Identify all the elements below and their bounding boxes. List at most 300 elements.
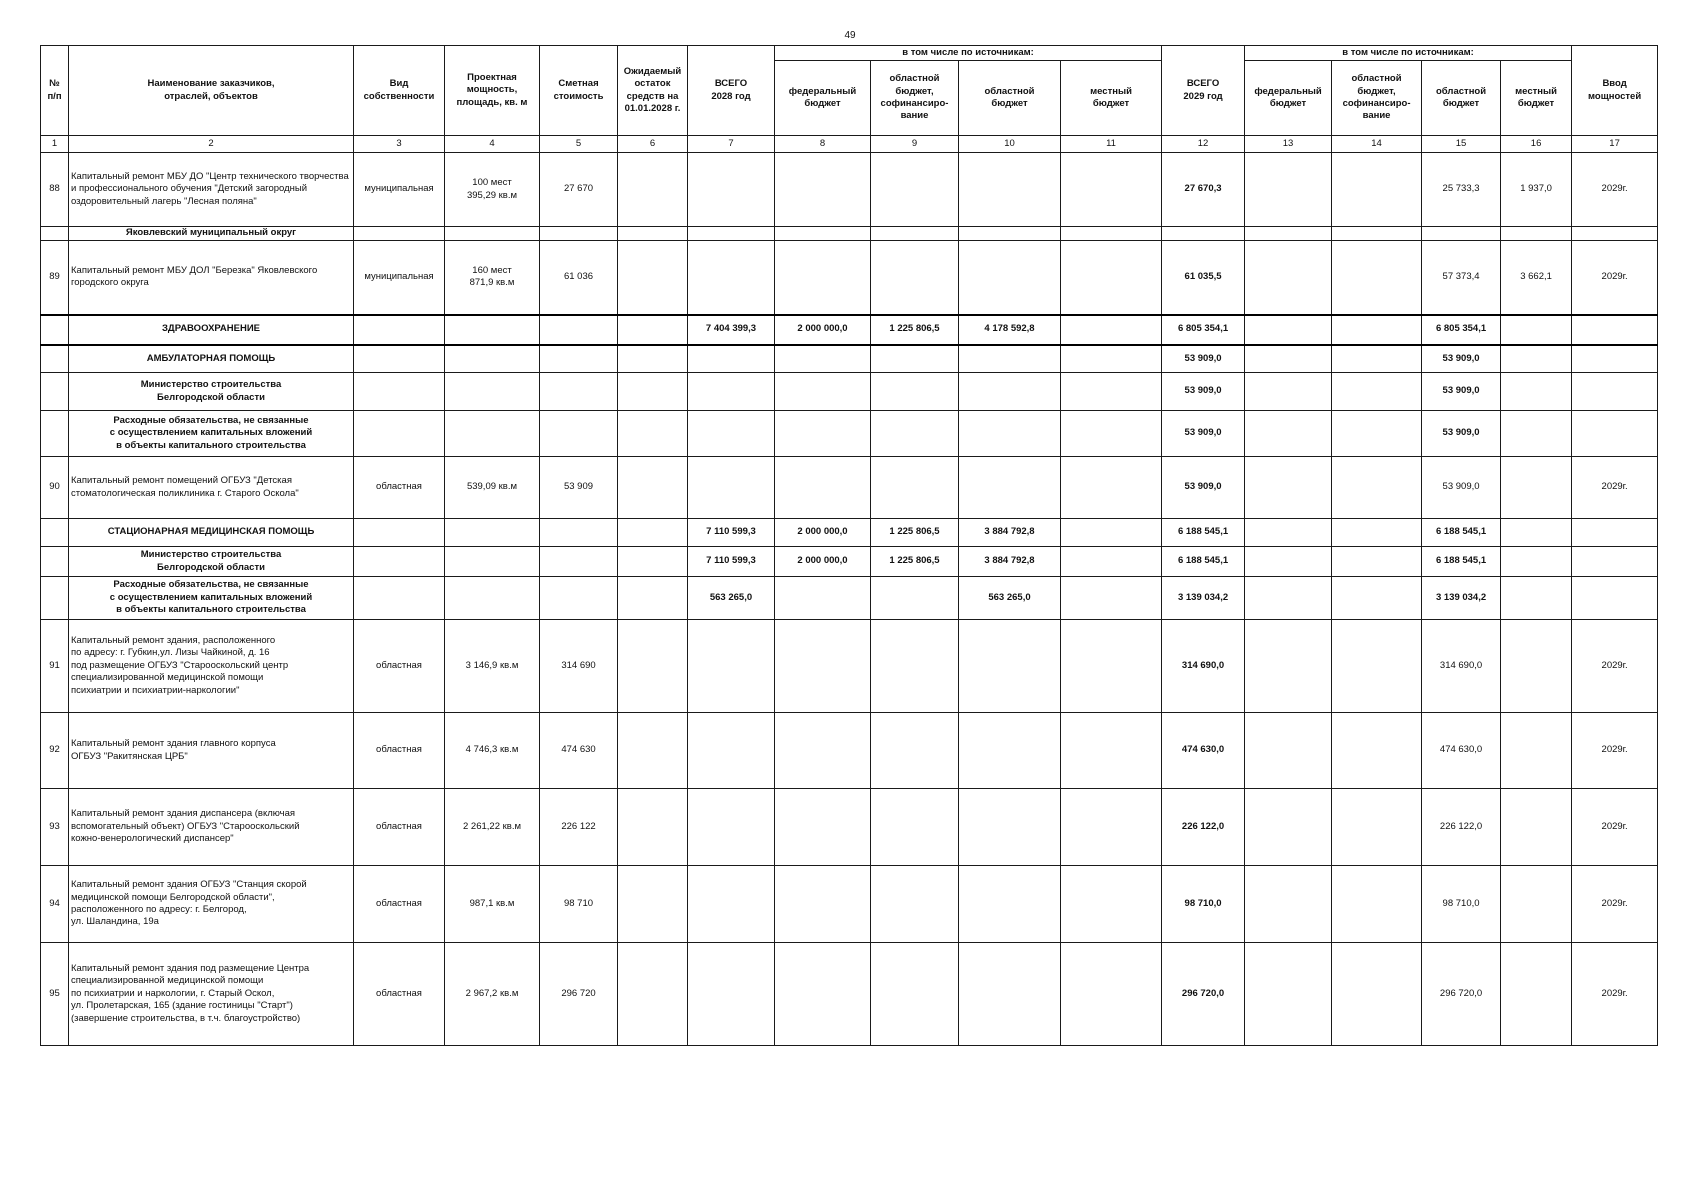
federal-2029 xyxy=(1245,411,1332,457)
table-row xyxy=(41,519,1658,547)
estimate-cost: 474 630 xyxy=(540,713,618,789)
column-number: 13 xyxy=(1245,136,1332,153)
regional-2029: 53 909,0 xyxy=(1422,345,1501,373)
local-2029 xyxy=(1501,519,1572,547)
federal-2028 xyxy=(775,373,871,411)
regional-cofinance-2029 xyxy=(1332,789,1422,866)
regional-cofinance-2028 xyxy=(871,620,959,713)
table-row xyxy=(41,789,1658,866)
regional-cofinance-2029 xyxy=(1332,713,1422,789)
column-number: 4 xyxy=(445,136,540,153)
federal-2029 xyxy=(1245,153,1332,227)
commissioning xyxy=(1572,345,1658,373)
local-2028 xyxy=(1061,153,1162,227)
regional-2028 xyxy=(959,411,1061,457)
remainder xyxy=(618,241,688,315)
remainder xyxy=(618,315,688,345)
commissioning: 2029г. xyxy=(1572,943,1658,1046)
column-number: 3 xyxy=(354,136,445,153)
local-2029 xyxy=(1501,315,1572,345)
object-name: Капитальный ремонт МБУ ДО "Центр технического творчества и профессионального обучения "Детский загородный оздоровительный лагерь "Лесная поляна" xyxy=(69,153,354,227)
remainder xyxy=(618,345,688,373)
estimate-cost xyxy=(540,315,618,345)
ownership: областная xyxy=(354,457,445,519)
local-2029: 3 662,1 xyxy=(1501,241,1572,315)
row-number: 90 xyxy=(41,457,69,519)
local-2029: 1 937,0 xyxy=(1501,153,1572,227)
row-number xyxy=(41,577,69,620)
local-2028 xyxy=(1061,577,1162,620)
table-row xyxy=(41,315,1658,345)
column-number: 15 xyxy=(1422,136,1501,153)
ownership: областная xyxy=(354,866,445,943)
row-number: 94 xyxy=(41,866,69,943)
regional-cofinance-2028: 1 225 806,5 xyxy=(871,547,959,577)
regional-cofinance-2028 xyxy=(871,345,959,373)
total-2028: 7 110 599,3 xyxy=(688,547,775,577)
regional-2029 xyxy=(1422,227,1501,241)
remainder xyxy=(618,866,688,943)
federal-2029 xyxy=(1245,315,1332,345)
local-2029 xyxy=(1501,866,1572,943)
row-number: 95 xyxy=(41,943,69,1046)
ownership xyxy=(354,315,445,345)
total-2028 xyxy=(688,373,775,411)
row-number: 93 xyxy=(41,789,69,866)
column-number: 10 xyxy=(959,136,1061,153)
local-2029 xyxy=(1501,345,1572,373)
object-name: АМБУЛАТОРНАЯ ПОМОЩЬ xyxy=(69,345,354,373)
remainder xyxy=(618,943,688,1046)
hdr-obl-2029: областной бюджет xyxy=(1422,61,1501,136)
local-2029 xyxy=(1501,943,1572,1046)
object-name: Министерство строительства Белгородской области xyxy=(69,547,354,577)
local-2028 xyxy=(1061,345,1162,373)
column-number: 14 xyxy=(1332,136,1422,153)
local-2029 xyxy=(1501,789,1572,866)
federal-2029 xyxy=(1245,227,1332,241)
regional-cofinance-2028 xyxy=(871,241,959,315)
regional-cofinance-2028 xyxy=(871,866,959,943)
hdr-sources-2029: в том числе по источникам: xyxy=(1245,46,1572,61)
capacity xyxy=(445,519,540,547)
regional-cofinance-2029 xyxy=(1332,411,1422,457)
row-number xyxy=(41,547,69,577)
commissioning xyxy=(1572,227,1658,241)
commissioning xyxy=(1572,373,1658,411)
regional-2028 xyxy=(959,373,1061,411)
regional-cofinance-2029 xyxy=(1332,345,1422,373)
regional-cofinance-2029 xyxy=(1332,227,1422,241)
regional-2029: 314 690,0 xyxy=(1422,620,1501,713)
commissioning xyxy=(1572,411,1658,457)
hdr-obl-cof-2029: областной бюджет, софинансиро- вание xyxy=(1332,61,1422,136)
regional-cofinance-2029 xyxy=(1332,577,1422,620)
ownership xyxy=(354,373,445,411)
object-name: Министерство строительства Белгородской области xyxy=(69,373,354,411)
row-number: 88 xyxy=(41,153,69,227)
local-2029 xyxy=(1501,547,1572,577)
federal-2029 xyxy=(1245,789,1332,866)
estimate-cost xyxy=(540,577,618,620)
estimate-cost xyxy=(540,519,618,547)
capacity xyxy=(445,345,540,373)
capacity: 2 967,2 кв.м xyxy=(445,943,540,1046)
column-number: 5 xyxy=(540,136,618,153)
estimate-cost: 296 720 xyxy=(540,943,618,1046)
regional-cofinance-2028 xyxy=(871,943,959,1046)
federal-2029 xyxy=(1245,241,1332,315)
estimate-cost: 226 122 xyxy=(540,789,618,866)
object-name: Расходные обязательства, не связанные с осуществлением капитальных вложений в объекты капитального строительства xyxy=(69,411,354,457)
local-2029 xyxy=(1501,373,1572,411)
remainder xyxy=(618,713,688,789)
page-number: 49 xyxy=(844,30,856,41)
row-number xyxy=(41,519,69,547)
ownership: областная xyxy=(354,713,445,789)
regional-2028 xyxy=(959,866,1061,943)
federal-2028 xyxy=(775,620,871,713)
hdr-estimate: Сметная стоимость xyxy=(540,46,618,136)
hdr-total-2028: ВСЕГО 2028 год xyxy=(688,46,775,136)
table-row xyxy=(41,866,1658,943)
column-number: 17 xyxy=(1572,136,1658,153)
federal-2028 xyxy=(775,713,871,789)
remainder xyxy=(618,457,688,519)
row-number: 92 xyxy=(41,713,69,789)
table-row xyxy=(41,547,1658,577)
object-name: СТАЦИОНАРНАЯ МЕДИЦИНСКАЯ ПОМОЩЬ xyxy=(69,519,354,547)
estimate-cost xyxy=(540,227,618,241)
total-2029: 53 909,0 xyxy=(1162,457,1245,519)
local-2028 xyxy=(1061,713,1162,789)
table-row xyxy=(41,411,1658,457)
row-number: 89 xyxy=(41,241,69,315)
total-2029: 6 188 545,1 xyxy=(1162,547,1245,577)
federal-2028 xyxy=(775,577,871,620)
capacity: 100 мест 395,29 кв.м xyxy=(445,153,540,227)
regional-cofinance-2028 xyxy=(871,713,959,789)
object-name: Яковлевский муниципальный округ xyxy=(69,227,354,241)
hdr-total-2029: ВСЕГО 2029 год xyxy=(1162,46,1245,136)
remainder xyxy=(618,547,688,577)
federal-2028 xyxy=(775,241,871,315)
estimate-cost: 53 909 xyxy=(540,457,618,519)
commissioning xyxy=(1572,577,1658,620)
federal-2028 xyxy=(775,866,871,943)
total-2029: 226 122,0 xyxy=(1162,789,1245,866)
regional-cofinance-2029 xyxy=(1332,457,1422,519)
total-2029 xyxy=(1162,227,1245,241)
column-number: 16 xyxy=(1501,136,1572,153)
commissioning xyxy=(1572,519,1658,547)
federal-2029 xyxy=(1245,577,1332,620)
object-name: Расходные обязательства, не связанные с осуществлением капитальных вложений в объекты капитального строительства xyxy=(69,577,354,620)
column-number: 11 xyxy=(1061,136,1162,153)
total-2029: 98 710,0 xyxy=(1162,866,1245,943)
regional-2029: 98 710,0 xyxy=(1422,866,1501,943)
column-number: 8 xyxy=(775,136,871,153)
local-2029 xyxy=(1501,411,1572,457)
total-2029: 6 188 545,1 xyxy=(1162,519,1245,547)
estimate-cost xyxy=(540,411,618,457)
regional-2028 xyxy=(959,457,1061,519)
hdr-fed-2029: федеральный бюджет xyxy=(1245,61,1332,136)
table-row xyxy=(41,577,1658,620)
hdr-commission: Ввод мощностей xyxy=(1572,46,1658,136)
column-number: 12 xyxy=(1162,136,1245,153)
table-row xyxy=(41,373,1658,411)
remainder xyxy=(618,153,688,227)
ownership xyxy=(354,577,445,620)
regional-cofinance-2028 xyxy=(871,153,959,227)
hdr-loc-2029: местный бюджет xyxy=(1501,61,1572,136)
total-2028 xyxy=(688,866,775,943)
federal-2028 xyxy=(775,789,871,866)
hdr-name: Наименование заказчиков, отраслей, объектов xyxy=(69,46,354,136)
hdr-no: № п/п xyxy=(41,46,69,136)
estimate-cost: 314 690 xyxy=(540,620,618,713)
capacity xyxy=(445,411,540,457)
federal-2028: 2 000 000,0 xyxy=(775,315,871,345)
total-2028: 7 404 399,3 xyxy=(688,315,775,345)
hdr-remainder: Ожидаемый остаток средств на 01.01.2028 г. xyxy=(618,46,688,136)
total-2028 xyxy=(688,943,775,1046)
regional-2028 xyxy=(959,227,1061,241)
hdr-obl-cof-2028: областной бюджет, софинансиро- вание xyxy=(871,61,959,136)
federal-2029 xyxy=(1245,943,1332,1046)
column-number: 2 xyxy=(69,136,354,153)
regional-cofinance-2028 xyxy=(871,411,959,457)
regional-cofinance-2029 xyxy=(1332,373,1422,411)
capacity: 3 146,9 кв.м xyxy=(445,620,540,713)
total-2029: 6 805 354,1 xyxy=(1162,315,1245,345)
object-name: Капитальный ремонт МБУ ДОЛ "Березка" Яковлевского городского округа xyxy=(69,241,354,315)
regional-cofinance-2028: 1 225 806,5 xyxy=(871,315,959,345)
commissioning: 2029г. xyxy=(1572,241,1658,315)
regional-2028: 3 884 792,8 xyxy=(959,547,1061,577)
row-number xyxy=(41,373,69,411)
estimate-cost: 98 710 xyxy=(540,866,618,943)
federal-2028 xyxy=(775,411,871,457)
total-2028 xyxy=(688,789,775,866)
federal-2028 xyxy=(775,345,871,373)
local-2029 xyxy=(1501,620,1572,713)
regional-2028 xyxy=(959,943,1061,1046)
capacity: 539,09 кв.м xyxy=(445,457,540,519)
federal-2029 xyxy=(1245,547,1332,577)
table-row xyxy=(41,345,1658,373)
local-2028 xyxy=(1061,373,1162,411)
total-2028 xyxy=(688,457,775,519)
federal-2028 xyxy=(775,457,871,519)
federal-2029 xyxy=(1245,713,1332,789)
federal-2028: 2 000 000,0 xyxy=(775,519,871,547)
remainder xyxy=(618,620,688,713)
regional-2028: 4 178 592,8 xyxy=(959,315,1061,345)
ownership: областная xyxy=(354,620,445,713)
regional-cofinance-2028: 1 225 806,5 xyxy=(871,519,959,547)
total-2029: 296 720,0 xyxy=(1162,943,1245,1046)
regional-2028 xyxy=(959,713,1061,789)
commissioning: 2029г. xyxy=(1572,620,1658,713)
total-2028: 563 265,0 xyxy=(688,577,775,620)
capacity xyxy=(445,227,540,241)
total-2028 xyxy=(688,620,775,713)
hdr-fed-2028: федеральный бюджет xyxy=(775,61,871,136)
total-2029: 3 139 034,2 xyxy=(1162,577,1245,620)
column-number: 9 xyxy=(871,136,959,153)
object-name: ЗДРАВООХРАНЕНИЕ xyxy=(69,315,354,345)
local-2028 xyxy=(1061,547,1162,577)
remainder xyxy=(618,789,688,866)
regional-cofinance-2029 xyxy=(1332,519,1422,547)
ownership xyxy=(354,411,445,457)
ownership: муниципальная xyxy=(354,241,445,315)
total-2029: 474 630,0 xyxy=(1162,713,1245,789)
regional-2028 xyxy=(959,789,1061,866)
total-2028 xyxy=(688,713,775,789)
regional-2029: 53 909,0 xyxy=(1422,411,1501,457)
object-name: Капитальный ремонт здания главного корпуса ОГБУЗ "Ракитянская ЦРБ" xyxy=(69,713,354,789)
investment-table xyxy=(40,45,1658,1046)
regional-cofinance-2029 xyxy=(1332,943,1422,1046)
total-2028 xyxy=(688,241,775,315)
regional-cofinance-2029 xyxy=(1332,315,1422,345)
table-row xyxy=(41,620,1658,713)
total-2028 xyxy=(688,345,775,373)
total-2028 xyxy=(688,153,775,227)
local-2028 xyxy=(1061,519,1162,547)
federal-2028 xyxy=(775,153,871,227)
remainder xyxy=(618,227,688,241)
federal-2028 xyxy=(775,943,871,1046)
total-2029: 61 035,5 xyxy=(1162,241,1245,315)
table-row xyxy=(41,943,1658,1046)
regional-cofinance-2028 xyxy=(871,789,959,866)
hdr-ownership: Вид собственности xyxy=(354,46,445,136)
table-row xyxy=(41,241,1658,315)
object-name: Капитальный ремонт помещений ОГБУЗ "Детская стоматологическая поликлиника г. Старого Оскола" xyxy=(69,457,354,519)
estimate-cost xyxy=(540,373,618,411)
regional-cofinance-2029 xyxy=(1332,620,1422,713)
ownership xyxy=(354,519,445,547)
local-2028 xyxy=(1061,411,1162,457)
ownership xyxy=(354,345,445,373)
table-row xyxy=(41,153,1658,227)
regional-2028 xyxy=(959,241,1061,315)
regional-cofinance-2029 xyxy=(1332,241,1422,315)
commissioning: 2029г. xyxy=(1572,789,1658,866)
regional-2029: 296 720,0 xyxy=(1422,943,1501,1046)
regional-2028: 563 265,0 xyxy=(959,577,1061,620)
estimate-cost xyxy=(540,547,618,577)
remainder xyxy=(618,411,688,457)
federal-2029 xyxy=(1245,373,1332,411)
remainder xyxy=(618,519,688,547)
local-2029 xyxy=(1501,457,1572,519)
ownership xyxy=(354,547,445,577)
regional-2029: 25 733,3 xyxy=(1422,153,1501,227)
total-2029: 27 670,3 xyxy=(1162,153,1245,227)
row-number xyxy=(41,315,69,345)
total-2029: 53 909,0 xyxy=(1162,373,1245,411)
regional-cofinance-2028 xyxy=(871,577,959,620)
row-number xyxy=(41,227,69,241)
capacity: 987,1 кв.м xyxy=(445,866,540,943)
ownership: муниципальная xyxy=(354,153,445,227)
commissioning: 2029г. xyxy=(1572,457,1658,519)
local-2028 xyxy=(1061,620,1162,713)
federal-2029 xyxy=(1245,457,1332,519)
federal-2028 xyxy=(775,227,871,241)
local-2028 xyxy=(1061,315,1162,345)
federal-2029 xyxy=(1245,519,1332,547)
capacity: 4 746,3 кв.м xyxy=(445,713,540,789)
commissioning: 2029г. xyxy=(1572,866,1658,943)
local-2028 xyxy=(1061,457,1162,519)
capacity xyxy=(445,315,540,345)
federal-2029 xyxy=(1245,345,1332,373)
regional-2029: 6 188 545,1 xyxy=(1422,519,1501,547)
total-2028 xyxy=(688,411,775,457)
ownership: областная xyxy=(354,943,445,1046)
regional-2029: 474 630,0 xyxy=(1422,713,1501,789)
local-2028 xyxy=(1061,866,1162,943)
regional-cofinance-2028 xyxy=(871,227,959,241)
regional-2029: 53 909,0 xyxy=(1422,373,1501,411)
object-name: Капитальный ремонт здания под размещение Центра специализированной медицинской помощи по психиатрии и наркологии, г. Старый Оскол, ул. Пролетарская, 165 (здание гостиницы "Старт") (завершение строительства, в т.ч. благоустройство) xyxy=(69,943,354,1046)
regional-2028 xyxy=(959,153,1061,227)
total-2029: 314 690,0 xyxy=(1162,620,1245,713)
regional-cofinance-2029 xyxy=(1332,866,1422,943)
local-2029 xyxy=(1501,713,1572,789)
remainder xyxy=(618,373,688,411)
column-number: 1 xyxy=(41,136,69,153)
table-row xyxy=(41,713,1658,789)
local-2028 xyxy=(1061,943,1162,1046)
estimate-cost: 27 670 xyxy=(540,153,618,227)
regional-2028: 3 884 792,8 xyxy=(959,519,1061,547)
local-2028 xyxy=(1061,789,1162,866)
total-2029: 53 909,0 xyxy=(1162,345,1245,373)
hdr-capacity: Проектная мощность, площадь, кв. м xyxy=(445,46,540,136)
regional-cofinance-2028 xyxy=(871,457,959,519)
total-2029: 53 909,0 xyxy=(1162,411,1245,457)
row-number xyxy=(41,345,69,373)
estimate-cost: 61 036 xyxy=(540,241,618,315)
capacity xyxy=(445,577,540,620)
regional-cofinance-2028 xyxy=(871,373,959,411)
federal-2028: 2 000 000,0 xyxy=(775,547,871,577)
estimate-cost xyxy=(540,345,618,373)
total-2028 xyxy=(688,227,775,241)
regional-2028 xyxy=(959,620,1061,713)
capacity xyxy=(445,373,540,411)
total-2028: 7 110 599,3 xyxy=(688,519,775,547)
regional-2029: 3 139 034,2 xyxy=(1422,577,1501,620)
object-name: Капитальный ремонт здания ОГБУЗ "Станция скорой медицинской помощи Белгородской области", расположенного по адресу: г. Белгород, ул. Шаландина, 19а xyxy=(69,866,354,943)
regional-2029: 6 188 545,1 xyxy=(1422,547,1501,577)
object-name: Капитальный ремонт здания, расположенного по адресу: г. Губкин,ул. Лизы Чайкиной, д. 16 под размещение ОГБУЗ "Старооскольский центр специализированной медицинской помощи психиатрии и психиатрии-наркологии" xyxy=(69,620,354,713)
hdr-loc-2028: местный бюджет xyxy=(1061,61,1162,136)
local-2028 xyxy=(1061,227,1162,241)
regional-2029: 57 373,4 xyxy=(1422,241,1501,315)
regional-cofinance-2029 xyxy=(1332,153,1422,227)
federal-2029 xyxy=(1245,866,1332,943)
regional-2028 xyxy=(959,345,1061,373)
ownership: областная xyxy=(354,789,445,866)
